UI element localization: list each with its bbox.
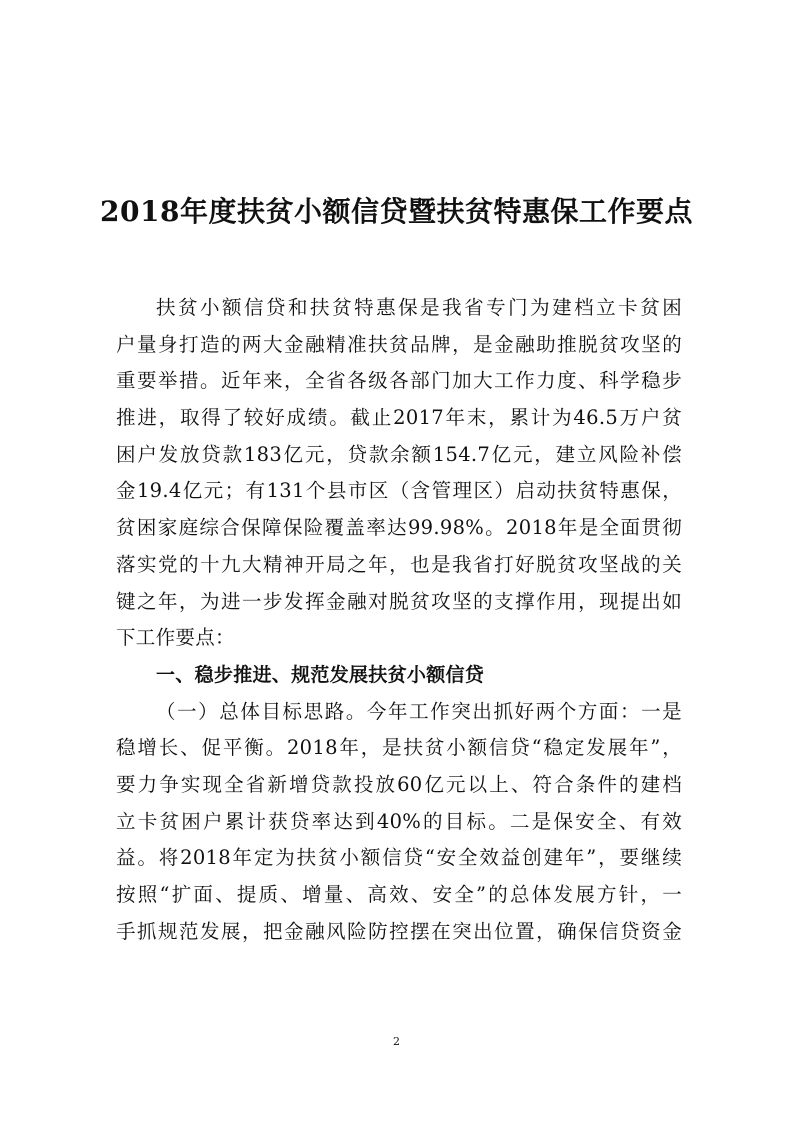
paragraph-line: 户量身打造的两大金融精准扶贫品牌，是金融助推脱贫攻坚的 (116, 332, 682, 356)
paragraph-line: 要力争实现全省新增贷款投放60亿元以上、符合条件的建档 (116, 772, 682, 796)
paragraph-line: 益。将2018年定为扶贫小额信贷“安全效益创建年”，要继续 (116, 846, 682, 870)
paragraph-line: （一）总体目标思路。今年工作突出抓好两个方面：一是 (156, 699, 682, 723)
paragraph-line: 按照“扩面、提质、增量、高效、安全”的总体发展方针，一 (116, 883, 682, 906)
document-title: 2018年度扶贫小额信贷暨扶贫特惠保工作要点 (100, 195, 693, 228)
document-body (116, 290, 682, 950)
paragraph-line: 手抓规范发展，把金融风险防控摆在突出位置，确保信贷资金 (116, 919, 682, 943)
paragraph-line: 推进，取得了较好成绩。截止2017年末，累计为46.5万户贫 (116, 406, 682, 430)
paragraph-line: 贫困家庭综合保障保险覆盖率达99.98%。2018年是全面贯彻 (116, 516, 682, 540)
section-heading: 一、稳步推进、规范发展扶贫小额信贷 (156, 663, 485, 686)
paragraph-line: 落实党的十九大精神开局之年，也是我省打好脱贫攻坚战的关 (116, 552, 682, 576)
paragraph-line: 立卡贫困户累计获贷率达到40%的目标。二是保安全、有效 (116, 809, 682, 833)
paragraph-line: 扶贫小额信贷和扶贫特惠保是我省专门为建档立卡贫困 (156, 296, 682, 319)
paragraph-line: 下工作要点： (116, 626, 235, 650)
paragraph-line: 金19.4亿元；有131个县市区（含管理区）启动扶贫特惠保， (116, 479, 682, 503)
paragraph-line: 稳增长、促平衡。2018年，是扶贫小额信贷“稳定发展年”， (116, 736, 682, 760)
paragraph-line: 重要举措。近年来，全省各级各部门加大工作力度、科学稳步 (116, 369, 682, 393)
paragraph-line: 键之年，为进一步发挥金融对脱贫攻坚的支撑作用，现提出如 (116, 589, 682, 613)
page-number: 2 (393, 1035, 400, 1048)
paragraph-line: 困户发放贷款183亿元，贷款余额154.7亿元，建立风险补偿 (116, 442, 682, 466)
